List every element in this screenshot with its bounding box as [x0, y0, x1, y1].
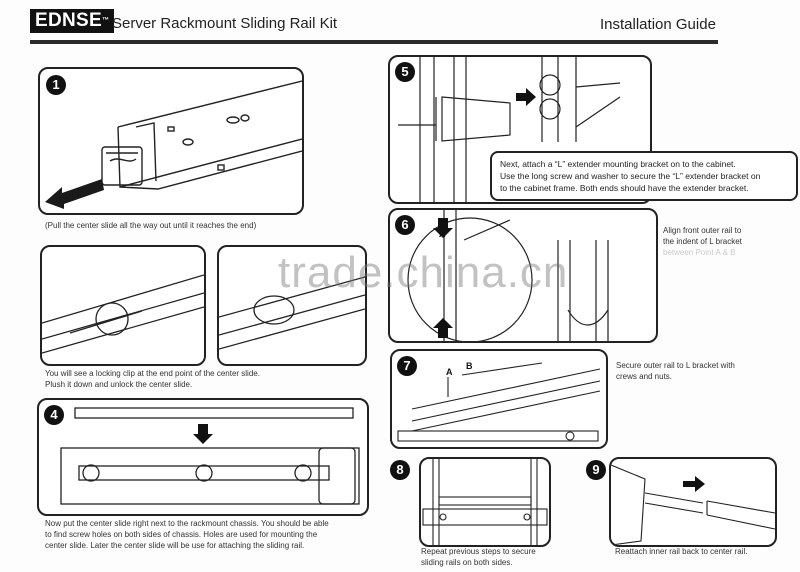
reattach-inner-rail-illustration: [611, 459, 775, 545]
note-line: to the cabinet frame. Both ends should have the extender bracket.: [500, 183, 749, 193]
caption-line: crews and nuts.: [616, 372, 673, 381]
label-b: B: [466, 361, 473, 371]
step-6-number: 6: [395, 215, 415, 235]
step-7-panel: [390, 349, 608, 449]
caption-line: Align front outer rail to: [663, 226, 742, 235]
caption-line: Now put the center slide right next to the rackmount chassis. You should be able: [45, 519, 329, 528]
caption-line: the indent of L bracket: [663, 237, 742, 246]
document-type: Installation Guide: [600, 16, 716, 33]
brand-logo: [30, 9, 114, 33]
locking-clip-illustration: [42, 247, 204, 364]
step-5-number: 5: [395, 62, 415, 82]
note-line: Use the long screw and washer to secure the “L” extender bracket on: [500, 171, 761, 181]
trademark: ™: [101, 17, 110, 24]
step-8-panel: [419, 457, 551, 547]
repeat-steps-illustration: [421, 459, 549, 545]
step-7-caption: [616, 360, 735, 382]
watermark: trade.china.cn: [278, 248, 569, 297]
caption-line: sliding rails on both sides.: [421, 558, 513, 567]
brand-name: EDNSE: [35, 10, 102, 31]
step-4-caption: [45, 518, 329, 551]
caption-line: between Point A & B: [663, 248, 736, 257]
label-a: A: [446, 367, 453, 377]
rail-pull-illustration: [40, 69, 302, 213]
secure-outer-rail-illustration: [392, 351, 606, 447]
caption-line: to find screw holes on both sides of chassis. Holes are used for mounting the: [45, 530, 318, 539]
step-1-number: 1: [46, 75, 66, 95]
step-9-caption: Reattach inner rail back to center rail.: [615, 547, 748, 556]
step-8-caption: [421, 546, 536, 568]
step-9-panel: [609, 457, 777, 547]
step-6-caption: [663, 225, 742, 258]
caption-line: Plush it down and unlock the center slide.: [45, 380, 193, 389]
step-2-panel: [40, 245, 206, 366]
center-slide-chassis-illustration: [39, 400, 367, 514]
step-5-note: [490, 151, 798, 201]
caption-line: You will see a locking clip at the end point of the center slide.: [45, 369, 260, 378]
document-title: Server Rackmount Sliding Rail Kit: [112, 15, 338, 32]
header-divider: [30, 40, 718, 44]
step-8-number: 8: [390, 460, 410, 480]
note-line: Next, attach a “L” extender mounting bracket on to the cabinet.: [500, 159, 736, 169]
step-2-caption: [45, 368, 260, 390]
step-9-number: 9: [586, 460, 606, 480]
caption-line: Secure outer rail to L bracket with: [616, 361, 735, 370]
step-4-panel: [37, 398, 369, 516]
step-1-panel: [38, 67, 304, 215]
point-b-label: B: [439, 326, 446, 336]
step-4-number: 4: [44, 405, 64, 425]
caption-line: center slide. Later the center slide will be use for attaching the sliding rail.: [45, 541, 305, 550]
caption-line: Repeat previous steps to secure: [421, 547, 536, 556]
step-1-caption: (Pull the center slide all the way out until it reaches the end): [45, 221, 257, 230]
step-7-number: 7: [397, 356, 417, 376]
point-a-label: A: [439, 229, 446, 239]
